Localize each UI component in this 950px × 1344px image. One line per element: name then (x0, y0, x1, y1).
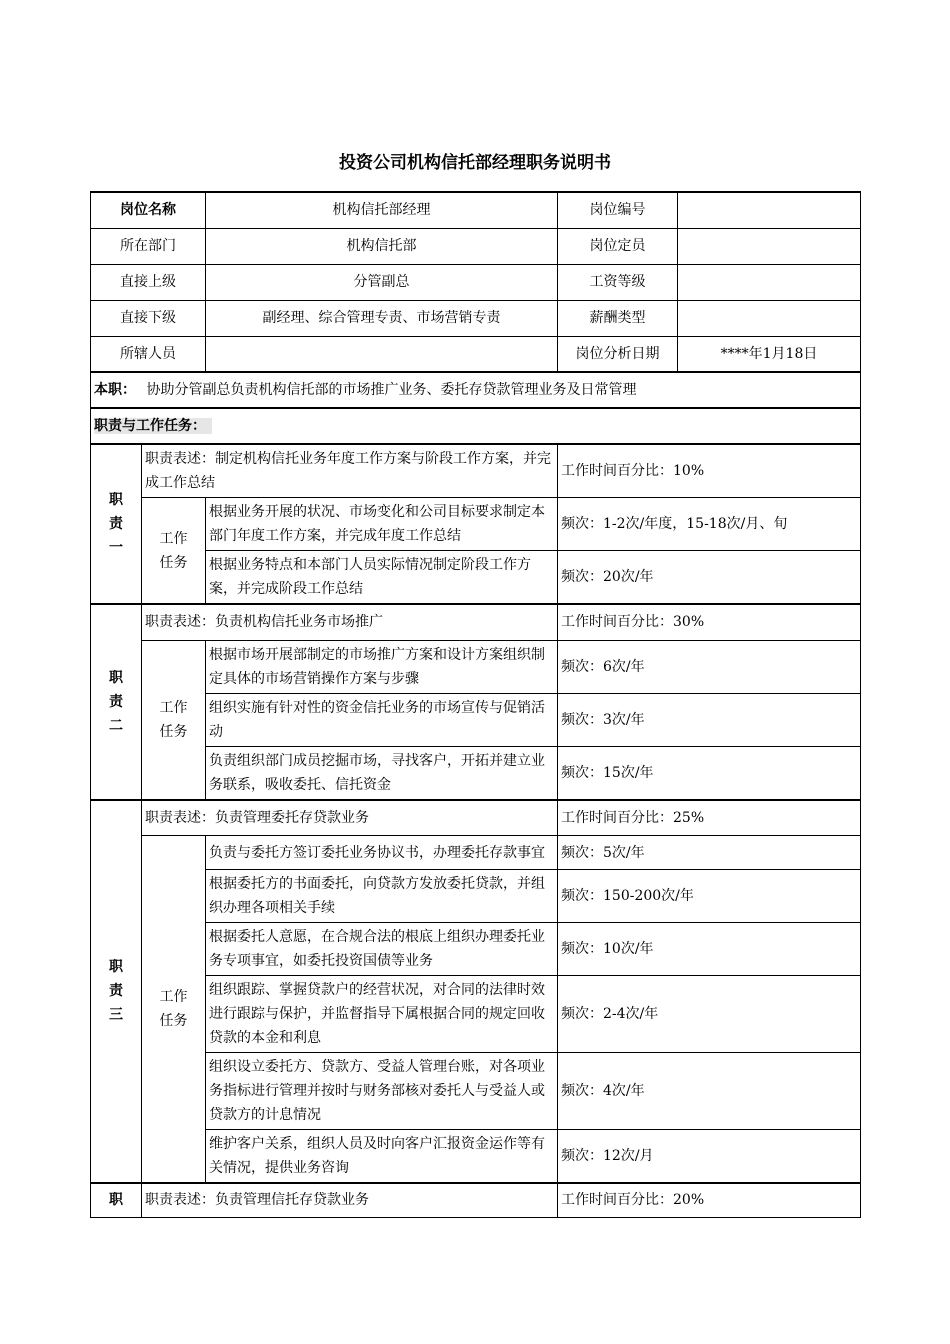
duty-3-task-1: 负责与委托方签订委托业务协议书，办理委托存款事宜 (206, 836, 558, 870)
duty-2-time: 工作时间百分比：30% (558, 604, 861, 640)
duty-3-task-2-freq: 频次：150-200次/年 (558, 870, 861, 923)
duty-2-task-3: 负责组织部门成员挖掘市场，寻找客户，开拓并建立业务联系，吸收委托、信托资金 (206, 746, 558, 800)
duty-4-statement: 职责表述：负责管理信托存贷款业务 (142, 1183, 558, 1217)
duty-4-time: 工作时间百分比：20% (558, 1183, 861, 1217)
duties-header-row (91, 408, 861, 444)
grade-label: 工资等级 (558, 264, 678, 300)
managed-value (206, 336, 558, 372)
duty-3-task-2: 根据委托方的书面委托，向贷款方发放委托贷款，并组织办理各项相关手续 (206, 870, 558, 923)
main-duty-text: 协助分管副总负责机构信托部的市场推广业务、委托存贷款管理业务及日常管理 (146, 382, 637, 398)
managed-label: 所辖人员 (91, 336, 206, 372)
pay-type-value (678, 300, 861, 336)
duty-2-task-2: 组织实施有针对性的资金信托业务的市场宣传与促销活动 (206, 693, 558, 746)
dept-label: 所在部门 (91, 228, 206, 264)
duty-1-label (91, 444, 142, 604)
job-name-value: 机构信托部经理 (206, 192, 558, 228)
duty-2-task-3-freq: 频次：15次/年 (558, 746, 861, 800)
subordinate-value: 副经理、综合管理专责、市场营销专责 (206, 300, 558, 336)
duty-2-task-2-freq: 频次：3次/年 (558, 693, 861, 746)
dept-value: 机构信托部 (206, 228, 558, 264)
duty-3-task-3-freq: 频次：10次/年 (558, 923, 861, 976)
grade-value (678, 264, 861, 300)
duty-3-task-label-text: 工作任务 (159, 989, 188, 1029)
staffing-value (678, 228, 861, 264)
analysis-date-value: ****年1月18日 (678, 336, 861, 372)
duty-2-label-text: 职责二 (109, 669, 123, 734)
duty-3-time: 工作时间百分比：25% (558, 800, 861, 836)
duty-4-label: 职 (91, 1183, 142, 1217)
duty-2-task-label (142, 640, 206, 800)
duty-3-task-4-freq: 频次：2-4次/年 (558, 976, 861, 1053)
page-title: 投资公司机构信托部经理职务说明书 (339, 153, 611, 173)
duties-header: 职责与工作任务： (94, 418, 212, 434)
analysis-date-label: 岗位分析日期 (558, 336, 678, 372)
duty-3-task-3: 根据委托人意愿，在合规合法的根底上组织办理委托业务专项事宜，如委托投资国债等业务 (206, 923, 558, 976)
pay-type-label: 薪酬类型 (558, 300, 678, 336)
duty-2-statement: 职责表述：负责机构信托业务市场推广 (142, 604, 558, 640)
superior-label: 直接上级 (91, 264, 206, 300)
duty-1-task-label-text: 工作任务 (159, 530, 188, 571)
superior-value: 分管副总 (206, 264, 558, 300)
main-duty-row (91, 372, 861, 408)
duty-3-task-5-freq: 频次：4次/年 (558, 1053, 861, 1130)
duty-2-task-1-freq: 频次：6次/年 (558, 640, 861, 693)
subordinate-label: 直接下级 (91, 300, 206, 336)
job-description-table (90, 191, 861, 1218)
duty-2-task-1: 根据市场开展部制定的市场推广方案和设计方案组织制定具体的市场营销操作方案与步骤 (206, 640, 558, 693)
duty-1-statement: 职责表述：制定机构信托业务年度工作方案与阶段工作方案，并完成工作总结 (142, 444, 558, 498)
duty-2-task-label-text: 工作任务 (159, 699, 188, 740)
duty-3-task-1-freq: 频次：5次/年 (558, 836, 861, 870)
main-duty-label: 本职： (94, 382, 136, 398)
duty-1-task-label (142, 498, 206, 605)
duty-1-task-1-freq: 频次：1-2次/年度，15-18次/月、旬 (558, 498, 861, 551)
duty-3-task-5: 组织设立委托方、贷款方、受益人管理台账，对各项业务指标进行管理并按时与财务部核对委托人与受益人或贷款方的计息情况 (206, 1053, 558, 1130)
duty-1-task-2-freq: 频次：20次/年 (558, 551, 861, 605)
duty-3-task-4: 组织跟踪、掌握贷款户的经营状况，对合同的法律时效进行跟踪与保护，并监督指导下属根据合同的规定回收贷款的本金和利息 (206, 976, 558, 1053)
duty-3-task-6: 维护客户关系，组织人员及时向客户汇报资金运作等有关情况，提供业务咨询 (206, 1130, 558, 1184)
duty-3-task-label (142, 836, 206, 1184)
job-no-label: 岗位编号 (558, 192, 678, 228)
duty-1-label-text: 职责一 (109, 492, 123, 556)
staffing-label: 岗位定员 (558, 228, 678, 264)
duty-3-label-text: 职责三 (109, 959, 123, 1024)
job-name-label: 岗位名称 (91, 192, 206, 228)
duty-2-label (91, 604, 142, 800)
duty-1-task-2: 根据业务特点和本部门人员实际情况制定阶段工作方案，并完成阶段工作总结 (206, 551, 558, 605)
duty-1-task-1: 根据业务开展的状况、市场变化和公司目标要求制定本部门年度工作方案，并完成年度工作总结 (206, 498, 558, 551)
duty-3-label (91, 800, 142, 1184)
job-no-value (678, 192, 861, 228)
duty-1-time: 工作时间百分比：10% (558, 444, 861, 498)
duty-3-statement: 职责表述：负责管理委托存贷款业务 (142, 800, 558, 836)
duty-3-task-6-freq: 频次：12次/月 (558, 1130, 861, 1184)
